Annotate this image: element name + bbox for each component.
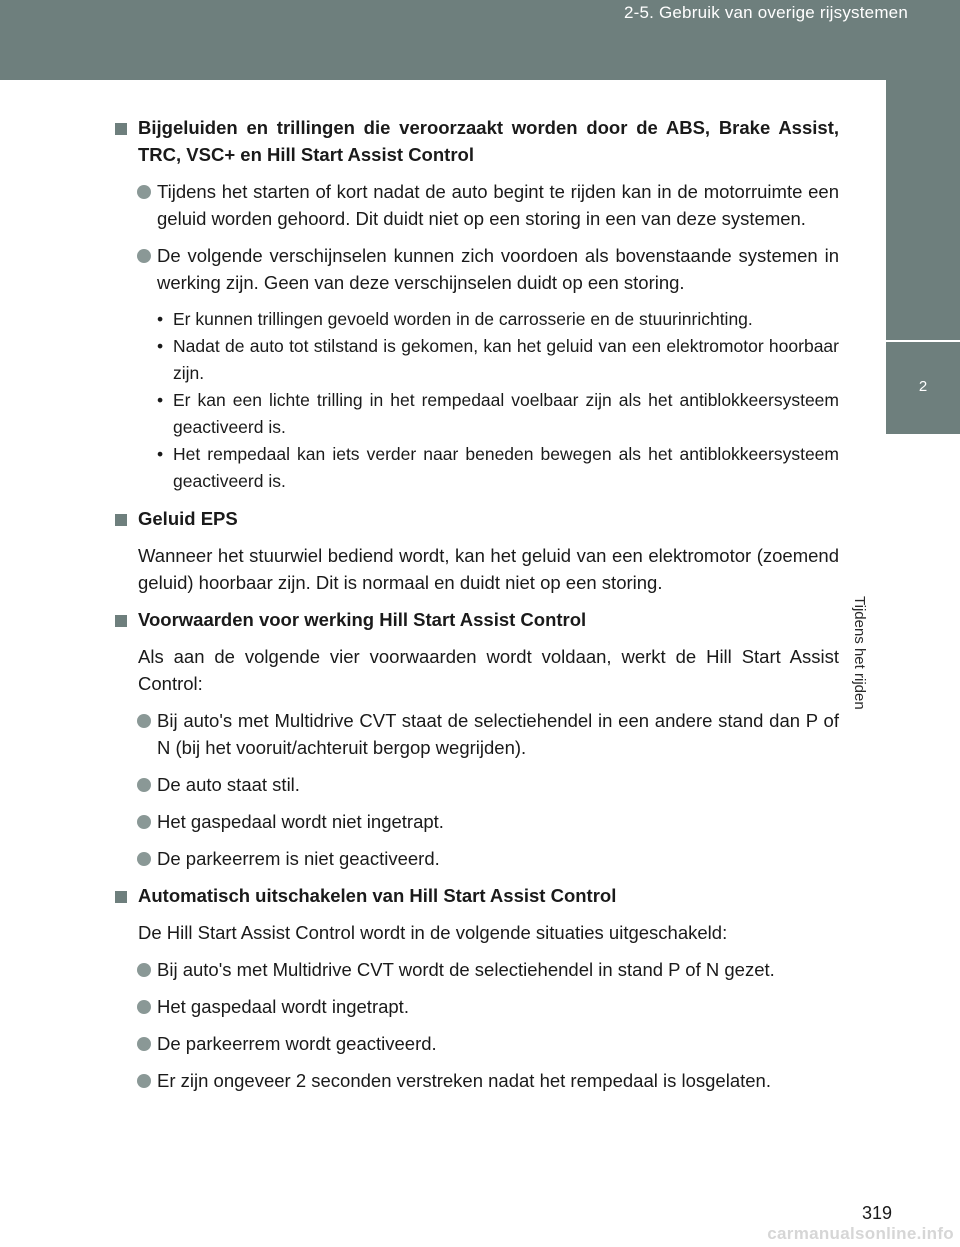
list-item: Tijdens het starten of kort nadat de auto begint te rijden kan in de motorruimte een geluid worden gehoord. Dit duidt niet op een storing in een van deze systemen. — [115, 178, 839, 232]
section-heading: Voorwaarden voor werking Hill Start Assist Control — [115, 606, 839, 633]
dot-bullet-icon: • — [157, 336, 164, 356]
square-bullet-icon — [115, 891, 127, 903]
circle-bullet-icon — [137, 852, 151, 866]
square-bullet-icon — [115, 615, 127, 627]
chapter-number: 2 — [918, 378, 928, 395]
dot-bullet-icon: • — [157, 309, 164, 329]
list-item: Bij auto's met Multidrive CVT staat de selectiehendel in een andere stand dan P of N (bij het vooruit/achteruit bergop wegrijden). — [115, 707, 839, 761]
sub-list-item: • Nadat de auto tot stilstand is gekomen, kan het geluid van een elektromotor hoorbaar zijn. — [115, 333, 839, 387]
section-title: 2-5. Gebruik van overige rijsystemen — [623, 3, 908, 22]
list-item: Het gaspedaal wordt ingetrapt. — [115, 993, 839, 1020]
list-item: De parkeerrem is niet geactiveerd. — [115, 845, 839, 872]
circle-bullet-icon — [137, 778, 151, 792]
list-item: De volgende verschijnselen kunnen zich voordoen als bovenstaande systemen in werking zijn. Geen van deze verschijnselen duidt op een storing. — [115, 242, 839, 296]
circle-bullet-icon — [137, 1000, 151, 1014]
list-item: Het gaspedaal wordt niet ingetrapt. — [115, 808, 839, 835]
list-item: De parkeerrem wordt geactiveerd. — [115, 1030, 839, 1057]
paragraph: Als aan de volgende vier voorwaarden wordt voldaan, werkt de Hill Start Assist Control: — [138, 646, 839, 694]
chapter-tab — [886, 80, 960, 340]
circle-bullet-icon — [137, 185, 151, 199]
page-number: 319 — [861, 1203, 892, 1223]
sub-list-item: • Het rempedaal kan iets verder naar beneden bewegen als het antiblokkeersysteem geactiveerd is. — [115, 441, 839, 495]
square-bullet-icon — [115, 123, 127, 135]
circle-bullet-icon — [137, 1037, 151, 1051]
section-heading: Bijgeluiden en trillingen die veroorzaakt worden door de ABS, Brake Assist, TRC, VSC+ en Hill Start Assist Control — [115, 114, 839, 168]
dot-bullet-icon: • — [157, 390, 164, 410]
dot-bullet-icon: • — [157, 444, 164, 464]
circle-bullet-icon — [137, 1074, 151, 1088]
square-bullet-icon — [115, 514, 127, 526]
circle-bullet-icon — [137, 815, 151, 829]
paragraph: De Hill Start Assist Control wordt in de volgende situaties uitgeschakeld: — [138, 922, 728, 943]
section-heading: Automatisch uitschakelen van Hill Start Assist Control — [115, 882, 839, 909]
sub-list-item: • Er kunnen trillingen gevoeld worden in de carrosserie en de stuurinrichting. — [115, 306, 839, 333]
section-heading: Geluid EPS — [115, 505, 839, 532]
watermark: carmanualsonline.info — [767, 1224, 954, 1243]
chapter-number-tab — [886, 342, 960, 434]
circle-bullet-icon — [137, 963, 151, 977]
sub-list-item: • Er kan een lichte trilling in het rempedaal voelbaar zijn als het antiblokkeersysteem geactiveerd is. — [115, 387, 839, 441]
page-content — [115, 114, 839, 1104]
chapter-label-text: Tijdens het rijden — [851, 596, 869, 710]
paragraph: Wanneer het stuurwiel bediend wordt, kan het geluid van een elektromotor (zoemend geluid) hoorbaar zijn. Dit is normaal en duidt niet op een storing. — [138, 545, 839, 593]
header-bar — [0, 0, 960, 80]
list-item: De auto staat stil. — [115, 771, 839, 798]
list-item: Er zijn ongeveer 2 seconden verstreken nadat het rempedaal is losgelaten. — [115, 1067, 839, 1094]
circle-bullet-icon — [137, 714, 151, 728]
sub-list — [115, 306, 839, 495]
list-item: Bij auto's met Multidrive CVT wordt de selectiehendel in stand P of N gezet. — [115, 956, 839, 983]
circle-bullet-icon — [137, 249, 151, 263]
